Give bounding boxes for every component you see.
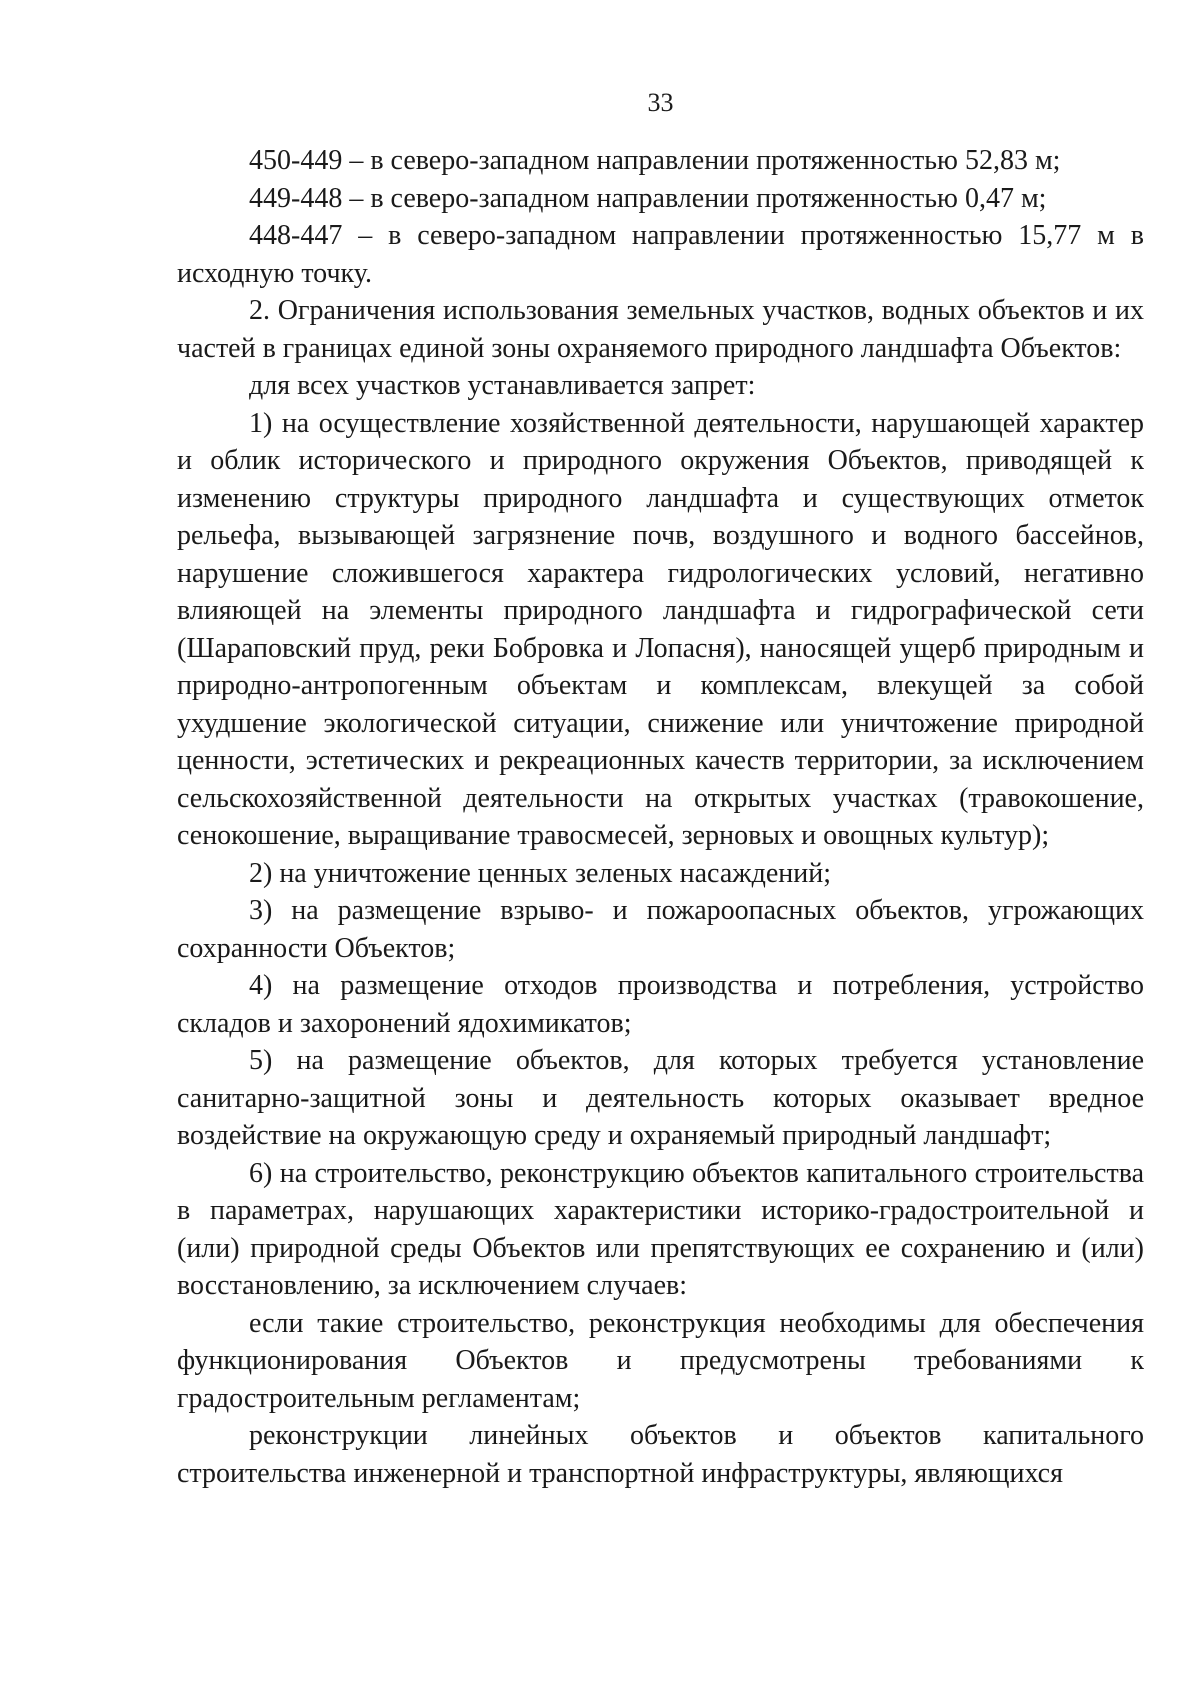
paragraph-prohibition-intro: для всех участков устанавливается запрет:: [249, 370, 756, 401]
paragraph-item-4: 4) на размещение отходов производства и потребления, устройство складов и захоронений ядохимикатов;: [177, 970, 1144, 1039]
page-number: 33: [647, 88, 674, 117]
paragraph-restrictions-heading: 2. Ограничения использования земельных участков, водных объектов и их частей в границах единой зоны охраняемого природного ландшафта Объектов:: [177, 295, 1144, 364]
paragraph-segment-450-449: 450-449 – в северо-западном направлении протяженностью 52,83 м;: [249, 145, 1061, 176]
paragraph-exception-2: реконструкции линейных объектов и объектов капитального строительства инженерной и транспортной инфраструктуры, являющихся: [177, 1420, 1144, 1489]
paragraph-item-1: 1) на осуществление хозяйственной деятельности, нарушающей характер и облик исторического и природного окружения Объектов, приводящей к изменению структуры природного ландшафта и существующих отметок рельефа, вызывающей загрязнение почв, воздушного и водного бассейнов, нарушение сложившегося характера гидрологических условий, негативно влияющей на элементы природного ландшафта и гидрографической сети (Шараповский пруд, реки Бобровка и Лопасня), наносящей ущерб природным и природно-антропогенным объектам и комплексам, влекущей за собой ухудшение экологической ситуации, снижение или уничтожение природной ценности, эстетических и рекреационных качеств территории, за исключением сельскохозяйственной деятельности на открытых участках (травокошение, сенокошение, выращивание травосмесей, зерновых и овощных культур);: [177, 407, 1144, 851]
paragraph-segment-449-448: 449-448 – в северо-западном направлении протяженностью 0,47 м;: [249, 182, 1047, 214]
paragraph-item-6: 6) на строительство, реконструкцию объектов капитального строительства в параметрах, нарушающих характеристики историко-градостроительной и (или) природной среды Объектов или препятствующих ее сохранению и (или) восстановлению, за исключением случаев:: [177, 1157, 1144, 1301]
document-page: [177, 0, 1144, 1697]
paragraph-item-2: 2) на уничтожение ценных зеленых насаждений;: [249, 857, 831, 889]
paragraph-exception-1: если такие строительство, реконструкция необходимы для обеспечения функционирования Объектов и предусмотрены требованиями к градостроительным регламентам;: [177, 1307, 1144, 1414]
document-body: [177, 142, 1144, 1492]
paragraph-item-3: 3) на размещение взрыво- и пожароопасных объектов, угрожающих сохранности Объектов;: [177, 895, 1144, 964]
paragraph-item-5: 5) на размещение объектов, для которых требуется установление санитарно-защитной зоны и деятельность которых оказывает вредное воздействие на окружающую среду и охраняемый природный ландшафт;: [177, 1045, 1144, 1151]
paragraph-segment-448-447: 448-447 – в северо-западном направлении протяженностью 15,77 м в исходную точку.: [177, 220, 1144, 289]
